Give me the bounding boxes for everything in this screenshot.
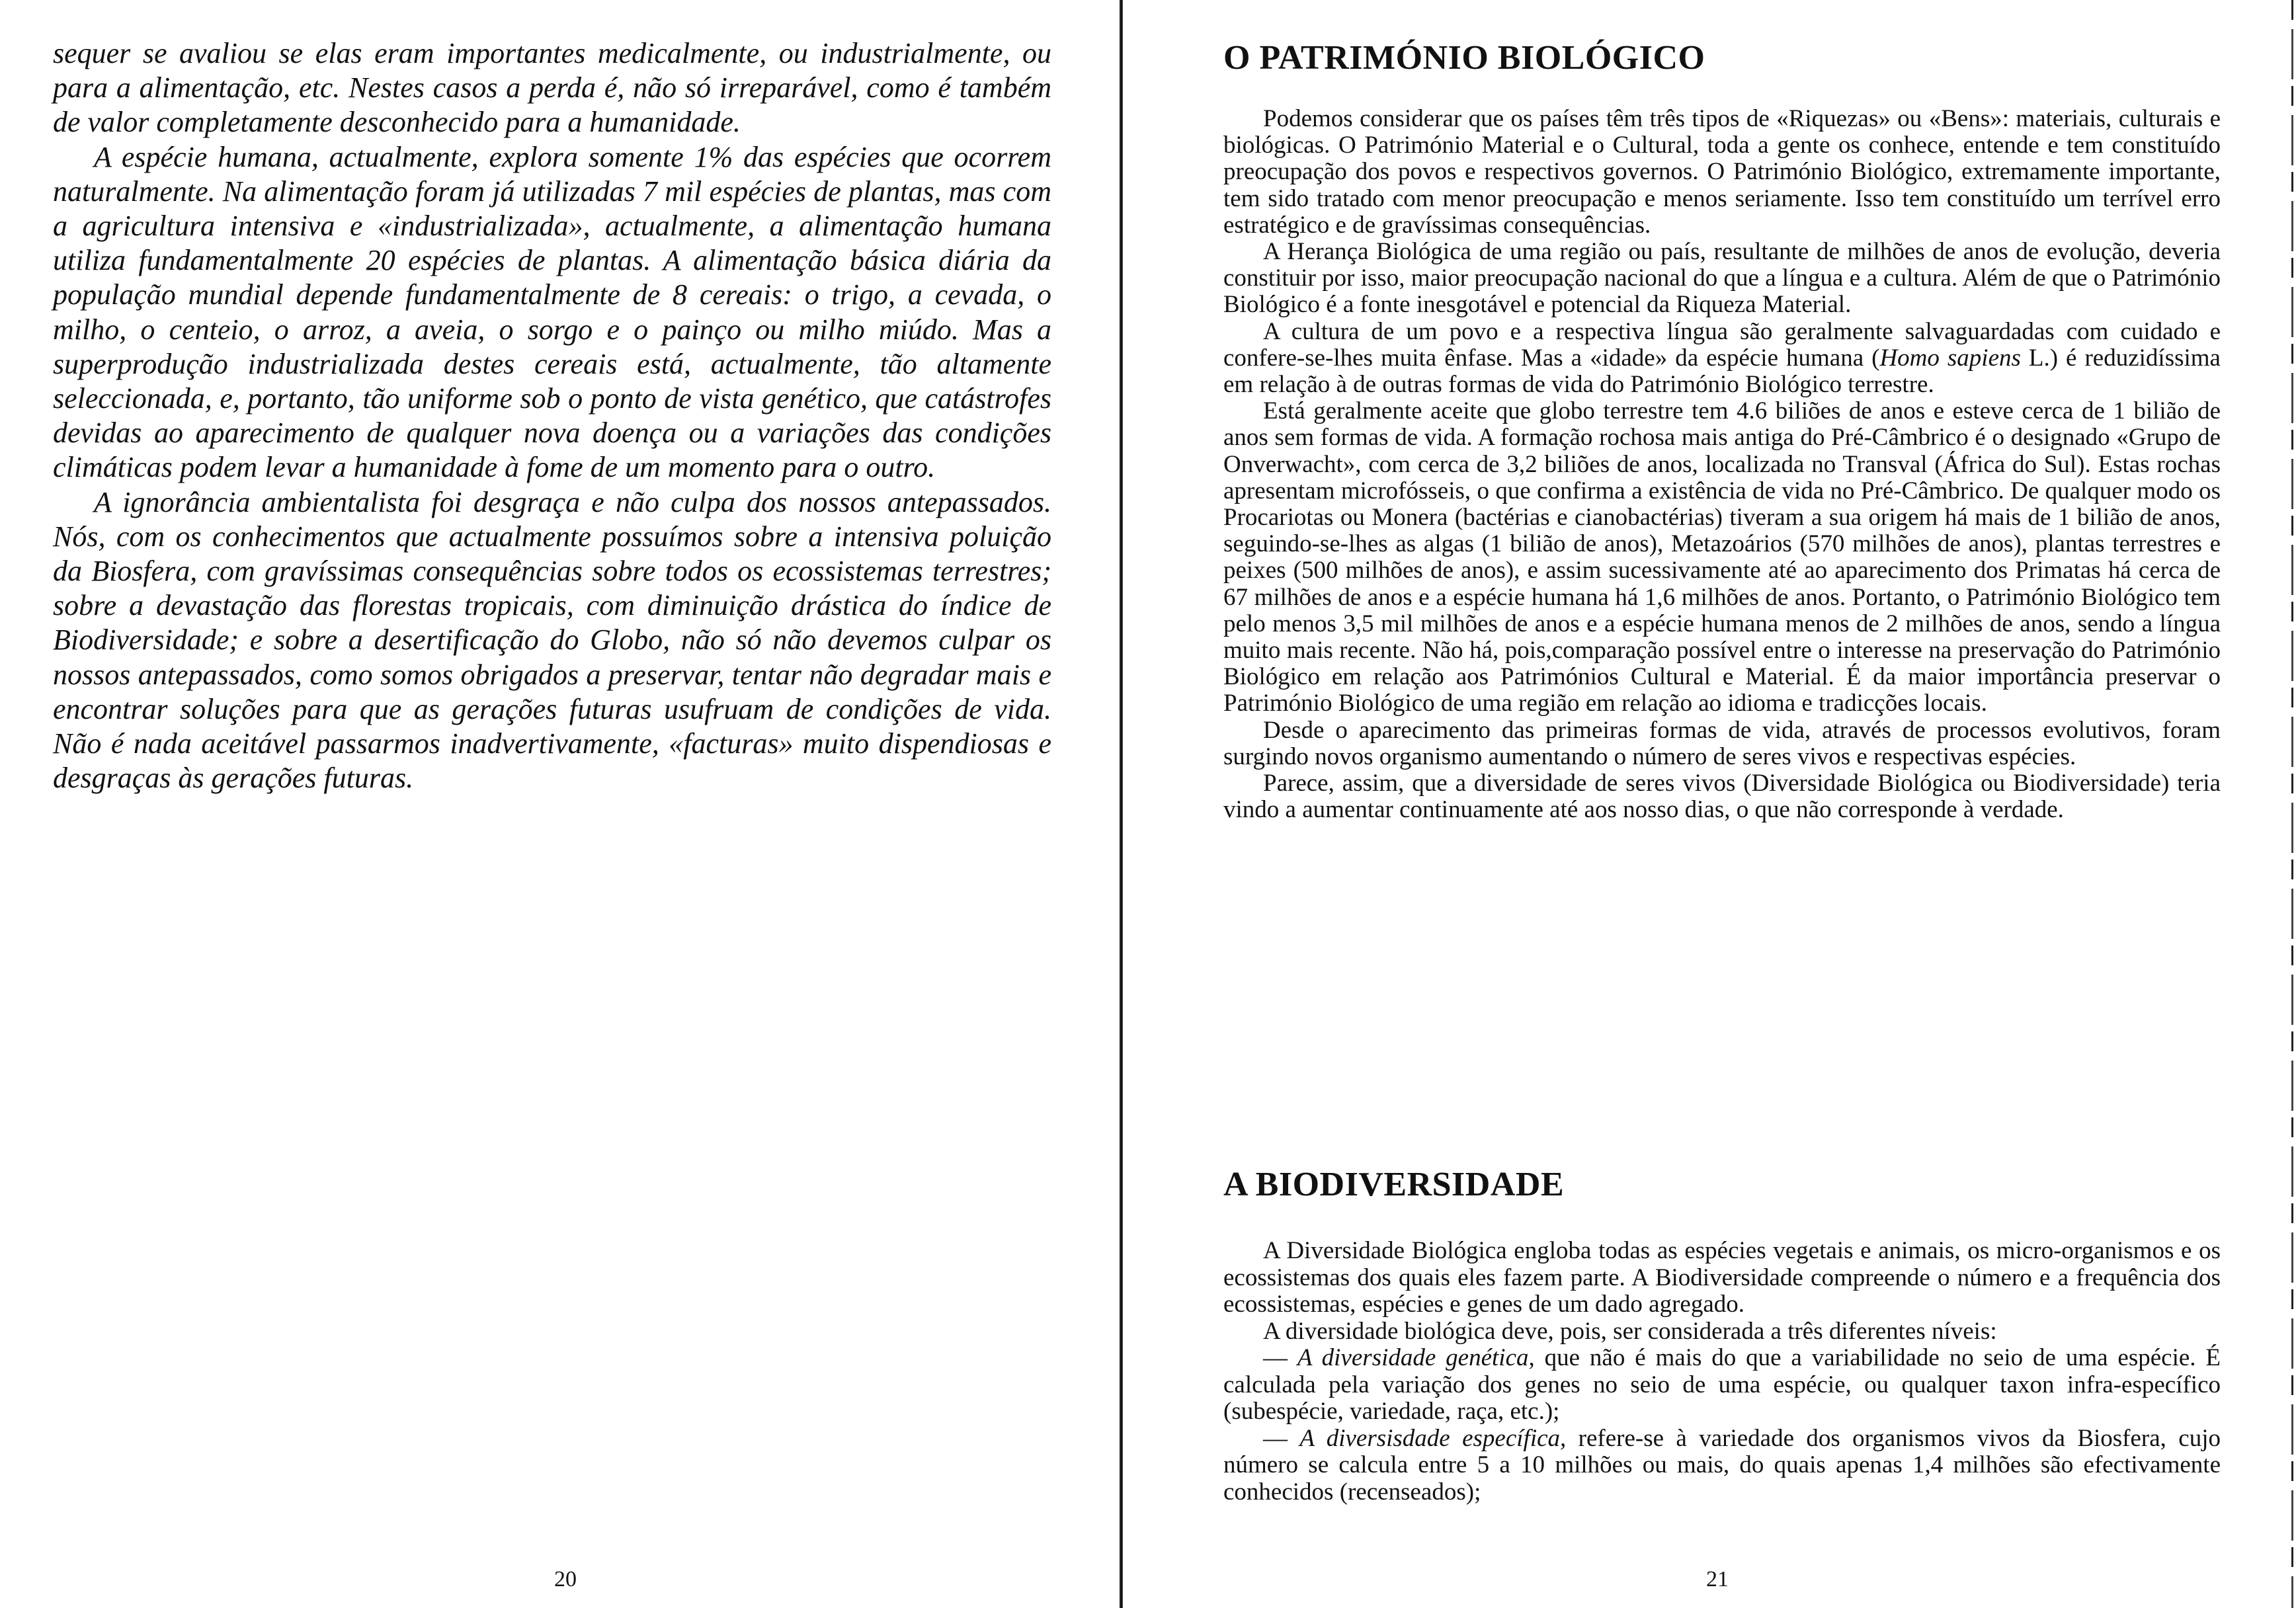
text-run: que não é mais do que a variabilidade no seio de uma espécie. É calculada pela variação dos genes no seio de uma espécie, ou qualquer taxon infra-específico (subespécie, variedade, raça, etc.); bbox=[1223, 1344, 2221, 1425]
paragraph: A Diversidade Biológica engloba todas as espécies vegetais e animais, os micro-organismos e os ecossistemas dos quais eles fazem parte. A Biodiversidade compreende o número e a frequência dos ecossistemas, espécies e genes de um dado agregado. bbox=[1223, 1237, 2221, 1318]
text-run: A cultura de um povo e a respectiva língua são geralmente salvaguardadas com cuidado e confere-se-lhes muita ênfase. Mas a «idade» da espécie humana ( bbox=[1223, 317, 2221, 372]
paragraph: A ignorância ambientalista foi desgraça e não culpa dos nossos antepassados. Nós, com os conhecimentos que actualmente possuímos sobre a intensiva poluição da Biosfera, com gravíssimas consequências sobre todos os ecossistemas terrestres; sobre a devastação das florestas tropicais, com diminuição drástica do índice de Biodiversidade; e sobre a desertificação do Globo, não só não devemos culpar os nossos antepassados, como somos obrigados a preservar, tentar não degradar mais e encontrar soluções para que as gerações futuras usufruam de condições de vida. Não é nada aceitável passarmos inadvertivamente, «facturas» muito dispendiosas e desgraças às gerações futuras. bbox=[53, 485, 1051, 795]
page-number: 20 bbox=[554, 1567, 577, 1591]
section-heading: A BIODIVERSIDADE bbox=[1223, 1166, 1565, 1203]
text-run: L.) é reduzidíssima em relação à de outras formas de vida do Património Biológico terrestre. bbox=[1223, 344, 2221, 399]
right-page bbox=[1124, 0, 2296, 1608]
paragraph: Desde o aparecimento das primeiras formas de vida, através de processos evolutivos, foram surgindo novos organismo aumentando o número de seres vivos e respectivas espécies. bbox=[1223, 716, 2221, 770]
italic-text: A diversisdade específica, bbox=[1299, 1424, 1567, 1452]
italic-text: Homo sapiens bbox=[1879, 344, 2021, 372]
text-run: — bbox=[1263, 1344, 1297, 1371]
book-gutter bbox=[1119, 0, 1123, 1608]
paragraph bbox=[1223, 1345, 2221, 1426]
paragraph: A diversidade biológica deve, pois, ser considerada a três diferentes níveis: bbox=[1263, 1317, 1997, 1345]
paragraph: A Herança Biológica de uma região ou país, resultante de milhões de anos de evolução, deveria constituir por isso, maior preocupação nacional do que a língua e a cultura. Além de que o Património Biológico é a fonte inesgotável e potencial da Riqueza Material. bbox=[1223, 238, 2221, 319]
section-text bbox=[1223, 1238, 2221, 1506]
paragraph: Podemos considerar que os países têm três tipos de «Riquezas» ou «Bens»: materiais, culturais e biológicas. O Património Material e o Cultural, toda a gente os conhece, entende e tem constituído preocupação dos povos e respectivos governos. O Património Biológico, extremamente importante, tem sido tratado com menor preocupação e menos seriamente. Isso tem constituído um terrível erro estratégico e de gravíssimas consequências. bbox=[1223, 105, 2221, 239]
text-run: — bbox=[1263, 1424, 1300, 1452]
paragraph: sequer se avaliou se elas eram importantes medicalmente, ou industrialmente, ou para a alimentação, etc. Nestes casos a perda é, não só irreparável, como é também de valor completamente desconhecido para a humanidade. bbox=[53, 37, 1051, 139]
italic-text: A diversidade genética, bbox=[1297, 1344, 1535, 1371]
paragraph bbox=[1223, 1426, 2221, 1506]
page-edge bbox=[2291, 0, 2293, 1608]
text-run: refere-se à variedade dos organismos vivos da Biosfera, cujo número se calcula entre 5 a 10 milhões ou mais, do quais apenas 1,4 milhões são efectivamente conhecidos (recenseados); bbox=[1223, 1424, 2221, 1506]
section-heading: O PATRIMÓNIO BIOLÓGICO bbox=[1223, 39, 1705, 77]
paragraph bbox=[1223, 319, 2221, 399]
paragraph: A espécie humana, actualmente, explora somente 1% das espécies que ocorrem naturalmente. Na alimentação foram já utilizadas 7 mil espécies de plantas, mas com a agricultura intensiva e «industrializada», actualmente, a alimentação humana utiliza fundamentalmente 20 espécies de plantas. A alimentação básica diária da população mundial depende fundamentalmente de 8 cereais: o trigo, a cevada, o milho, o centeio, o arroz, a aveia, o sorgo e o painço ou milho miúdo. Mas a superprodução industrializada destes cereais está, actualmente, tão altamente seleccionada, e, portanto, tão uniforme sob o ponto de vista genético, que catástrofes devidas ao aparecimento de qualquer nova doença ou a variações das condições climáticas podem levar a humanidade à fome de um momento para o outro. bbox=[53, 140, 1051, 484]
left-page-text bbox=[53, 36, 1051, 795]
paragraph: Está geralmente aceite que globo terrestre tem 4.6 biliões de anos e esteve cerca de 1 bilião de anos sem formas de vida. A formação rochosa mais antiga do Pré-Câmbrico é o designado «Grupo de Onverwacht», com cerca de 3,2 biliões de anos, localizada no Transval (África do Sul). Estas rochas apresentam microfósseis, o que confirma a existência de vida no Pré-Câmbrico. De qualquer modo os Procariotas ou Monera (bactérias e cianobactérias) tiveram a sua origem há mais de 1 bilião de anos, seguindo-se-lhes as algas (1 bilião de anos), Metazoários (570 milhões de anos), plantas terrestres e peixes (500 milhões de anos), e assim sucessivamente até ao aparecimento dos Primatas há cerca de 67 milhões de anos e a espécie humana há 1,6 milhões de anos. Portanto, o Património Biológico tem pelo menos 3,5 mil milhões de anos e a espécie humana menos de 2 milhões de anos, sendo a língua muito mais recente. Não há, pois,comparação possível entre o interesse na preservação do Património Biológico em relação aos Patrimónios Cultural e Material. É da maior importância preservar o Património Biológico de uma região em relação ao idioma e tradicções locais. bbox=[1223, 397, 2221, 717]
left-page bbox=[0, 0, 1118, 1608]
section-text bbox=[1223, 106, 2221, 823]
page-number: 21 bbox=[1706, 1567, 1729, 1591]
paragraph: Parece, assim, que a diversidade de seres vivos (Diversidade Biológica ou Biodiversidade) teria vindo a aumentar continuamente até aos nosso dias, o que não corresponde à verdade. bbox=[1223, 770, 2221, 824]
